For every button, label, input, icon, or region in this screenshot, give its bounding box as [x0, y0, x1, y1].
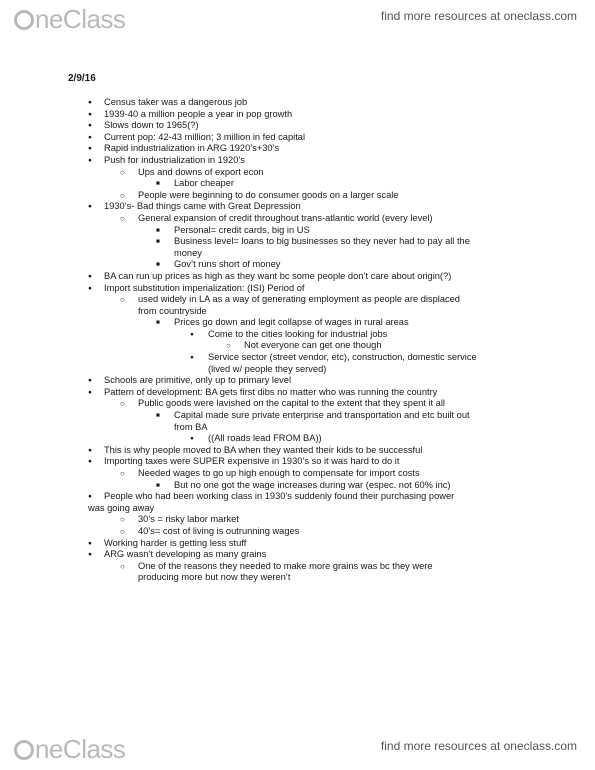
bullet-icon: ■ [156, 319, 160, 327]
list-item-text: Come to the cities looking for industrial jobs [208, 328, 388, 339]
bullet-icon: ● [88, 377, 92, 385]
list-item [0, 132, 595, 144]
list-item-text: Census taker was a dangerous job [104, 97, 248, 107]
list-item-text: 30’s = risky labor market [138, 514, 239, 525]
bullet-icon: ■ [156, 481, 160, 489]
list-item [0, 225, 595, 237]
list-item [0, 352, 595, 375]
list-item [0, 143, 595, 155]
list-item-text: Working harder is getting less stuff [104, 537, 247, 548]
list-item [0, 561, 595, 584]
logo-ring-icon [14, 10, 34, 30]
list-item [0, 259, 595, 271]
list-item-text: ARG wasn’t developing as many grains [104, 549, 267, 560]
bullet-icon: ○ [120, 399, 125, 409]
list-item-text: Importing taxes were SUPER expensive in 1930’s so it was hard to do it [104, 456, 400, 467]
bullet-icon: ● [88, 203, 92, 211]
list-item-text: But no one got the wage increases during war (espec. not 60% inc) [174, 479, 451, 490]
list-item [0, 178, 595, 190]
list-item [0, 398, 595, 410]
list-item-text: Capital made sure private enterprise and transportation and etc built out [174, 410, 470, 421]
bullet-icon: ● [88, 156, 92, 164]
list-item-text: Slows down to 1965(?) [104, 120, 199, 131]
bullet-icon: ○ [120, 561, 125, 571]
bullet-icon: ● [88, 122, 92, 130]
list-item-text: Public goods were lavished on the capital to the extent that they spent it all [138, 398, 445, 409]
list-item [0, 387, 595, 399]
list-item [0, 190, 595, 202]
list-item-text: used widely in LA as a way of generating employment as people are displaced [138, 294, 460, 305]
list-item [0, 410, 595, 433]
bullet-icon: ● [88, 493, 92, 501]
list-item-text: Current pop: 42-43 million; 3 million in fed capital [104, 131, 306, 142]
list-item [0, 456, 595, 468]
bullet-icon: ● [190, 354, 194, 362]
list-item [0, 120, 595, 132]
list-item [0, 468, 595, 480]
list-item [0, 317, 595, 329]
oneclass-logo-footer[interactable]: neClass [14, 734, 125, 765]
list-item-text: This is why people moved to BA when they wanted their kids to be successful [104, 444, 423, 455]
list-item [0, 201, 595, 213]
list-item-text: Rapid industrialization in ARG 1920’s+30’s [104, 143, 280, 154]
list-item-text-continued: was going away [88, 502, 155, 513]
list-item [0, 445, 595, 457]
list-item-text-continued: money [174, 247, 202, 258]
list-item [0, 329, 595, 341]
bullet-icon: ○ [120, 515, 125, 525]
bullet-icon: ● [88, 99, 92, 106]
list-item [0, 538, 595, 550]
list-item-text: ((All roads lead FROM BA)) [208, 433, 322, 444]
list-item-text: People were beginning to do consumer goods on a larger scale [138, 189, 399, 200]
list-item-text: Not everyone can get one though [244, 340, 382, 351]
list-item-text: 1930’s- Bad things came with Great Depression [104, 201, 301, 212]
list-item-text: Schools are primitive, only up to primary level [104, 375, 292, 386]
list-item-text: BA can run up prices as high as they want bc some people don’t care about origin(?) [104, 270, 452, 281]
list-item [0, 167, 595, 179]
list-item-text: Import substitution imperialization: (ISI) Period of [104, 282, 305, 293]
logo-ring-icon [14, 740, 34, 760]
list-item-text: One of the reasons they needed to make more grains was bc they were [138, 560, 433, 571]
bullet-icon: ■ [156, 180, 160, 188]
bullet-icon: ● [88, 446, 92, 454]
bullet-icon: ● [190, 435, 194, 443]
bullet-icon: ○ [120, 469, 125, 478]
page-header [0, 0, 595, 40]
list-item-text: Business level= loans to big businesses so they never had to pay all the [174, 236, 470, 247]
list-item-text: Gov’t runs short of money [174, 259, 281, 270]
list-item-text: 40’s= cost of living is outrunning wages [138, 525, 300, 536]
bullet-icon: ● [88, 539, 92, 547]
list-item [0, 271, 595, 283]
bullet-icon: ■ [156, 238, 160, 246]
list-item-text: Labor cheaper [174, 178, 234, 189]
list-item [0, 491, 595, 514]
list-item [0, 375, 595, 387]
list-item [0, 340, 595, 352]
list-item [0, 155, 595, 167]
bullet-icon: ○ [120, 295, 125, 305]
bullet-icon: ● [88, 551, 92, 559]
notes-list [0, 97, 595, 584]
page-footer [0, 730, 595, 770]
bullet-icon: ○ [120, 190, 125, 200]
oneclass-logo[interactable]: neClass [14, 4, 125, 35]
list-item-text-continued: (lived w/ people they served) [208, 363, 327, 374]
list-item-text: Push for industrialization in 1920’s [104, 154, 245, 165]
bullet-icon: ● [88, 133, 92, 141]
list-item-text: Service sector (street vendor, etc), construction, domestic service [208, 352, 477, 363]
bullet-icon: ● [88, 272, 92, 280]
list-item-text-continued: from countryside [138, 305, 207, 316]
list-item [0, 213, 595, 225]
bullet-icon: ○ [226, 341, 231, 351]
list-item-text: General expansion of credit throughout trans-atlantic world (every level) [138, 212, 433, 223]
footer-tagline[interactable]: find more resources at oneclass.com [380, 739, 577, 753]
list-item [0, 283, 595, 295]
list-item [0, 549, 595, 561]
note-date: 2/9/16 [68, 73, 96, 84]
bullet-icon: ● [190, 330, 194, 338]
bullet-icon: ○ [120, 526, 125, 536]
list-item [0, 236, 595, 259]
bullet-icon: ○ [120, 167, 125, 177]
list-item-text: Pattern of development: BA gets first dibs no matter who was running the country [104, 386, 438, 397]
bullet-icon: ● [88, 458, 92, 466]
list-item-text: Ups and downs of export econ [138, 166, 264, 177]
list-item-text-continued: from BA [174, 421, 208, 432]
list-item-text: People who had been working class in 1930’s suddenly found their purchasing power [104, 491, 455, 502]
bullet-icon: ■ [156, 412, 160, 420]
list-item [0, 97, 595, 109]
list-item [0, 526, 595, 538]
list-item [0, 514, 595, 526]
bullet-icon: ● [88, 145, 92, 153]
list-item [0, 109, 595, 121]
list-item-text: Personal= credit cards, big in US [174, 224, 310, 235]
bullet-icon: ● [88, 388, 92, 396]
list-item-text: Needed wages to go up high enough to compensate for import costs [138, 468, 420, 478]
bullet-icon: ■ [156, 226, 160, 234]
list-item-text-continued: producing more but now they weren’t [138, 572, 291, 583]
bullet-icon: ● [88, 110, 92, 118]
list-item [0, 480, 595, 492]
list-item [0, 433, 595, 445]
list-item-text: 1939-40 a million people a year in pop growth [104, 108, 293, 119]
header-tagline[interactable]: find more resources at oneclass.com [380, 9, 577, 23]
bullet-icon: ○ [120, 213, 125, 223]
bullet-icon: ● [88, 284, 92, 292]
list-item-text: Prices go down and legit collapse of wages in rural areas [174, 317, 409, 328]
bullet-icon: ■ [156, 261, 160, 269]
list-item [0, 294, 595, 317]
